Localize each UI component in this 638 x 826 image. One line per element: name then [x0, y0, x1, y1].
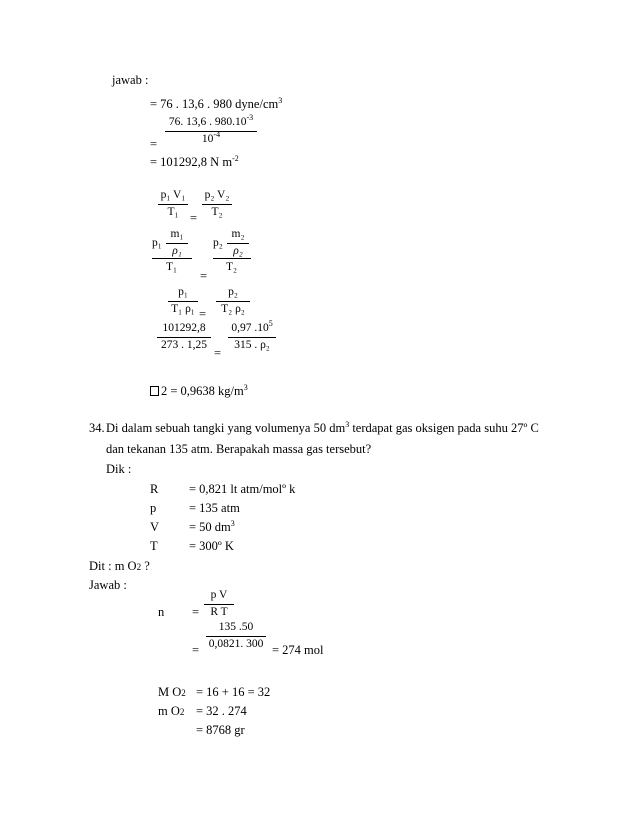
fraction-bar: [152, 258, 192, 259]
jawab-label-2: Jawab :: [89, 578, 127, 592]
molar-mass-label: M O2: [158, 685, 186, 699]
p2-symbol: p₂: [213, 237, 223, 249]
fraction-bar: [213, 258, 251, 259]
problem-number: 34.: [89, 421, 105, 435]
density-result: 2 = 0,9638 $kg/m^3$: [150, 385, 248, 398]
pressure-line: = 76 . 13,6 . 980 dyne/$cm^3$: [150, 95, 283, 111]
dik-label: Dik :: [106, 462, 132, 476]
gas-law-right: p₂ V₂ T₂: [202, 190, 232, 218]
problem-text-line2: dan tekanan 135 atm. Berapakah massa gas tersebut?: [106, 442, 372, 456]
pressure-result: = 101292,8 N $m^{-2}$: [150, 153, 239, 169]
t2-symbol: T₂: [226, 261, 238, 273]
m1-over-rho1: m₁ ρ₁: [166, 229, 188, 257]
p1-symbol: p₁: [152, 237, 162, 249]
p1-over-t1rho1: p₁ T₁ ρ₁: [168, 287, 198, 315]
gas-law-left: p₁ V₁ T₁: [158, 190, 188, 218]
equals-sign: =: [192, 605, 200, 619]
given-r-value: = 0,821 lt atm/molº k: [189, 482, 296, 496]
given-v-symbol: V: [150, 520, 160, 534]
given-t-symbol: T: [150, 539, 158, 553]
pv-over-rt: p V R T: [204, 590, 234, 618]
mass-final: = 8768 gr: [196, 723, 245, 737]
m2-over-rho2: m₂ ρ₂: [227, 229, 249, 257]
mass-label: m O2: [158, 704, 185, 718]
n-result: = 274 mol: [272, 643, 324, 657]
equals-sign: =: [214, 346, 222, 360]
numeric-left-fraction: 101292,8 273 . 1,25: [157, 323, 211, 351]
given-p-value: = 135 atm: [189, 501, 240, 515]
mass-calc: = 32 . 274: [196, 704, 247, 718]
t1-symbol: T₁: [166, 261, 178, 273]
jawab-label: jawab :: [112, 73, 149, 87]
numeric-right-fraction: 0,97 $.10^5$ 315 . ρ₂: [228, 323, 276, 351]
equals-sign: =: [150, 137, 158, 151]
missing-glyph-box: [150, 386, 159, 396]
n-symbol: n: [158, 605, 165, 619]
equals-sign: =: [200, 269, 208, 283]
numeric-n-fraction: 135 .50 0,0821. 300: [206, 622, 266, 650]
given-p-symbol: p: [150, 501, 157, 515]
given-t-value: = 300º K: [189, 539, 234, 553]
dit-label: Dit : m O2 ?: [89, 559, 150, 573]
given-r-symbol: R: [150, 482, 159, 496]
molar-mass-value: = 16 + 16 = 32: [196, 685, 271, 699]
equals-sign: =: [199, 307, 207, 321]
problem-text-line1: Di dalam sebuah tangki yang volumenya 50 $dm^3$ terdapat gas oksigen pada suhu 27º C: [106, 419, 539, 435]
p2-over-t2rho2: p₂ T₂ ρ₂: [216, 287, 250, 315]
pressure-fraction: 76. 13,6 . $980.10^{-3}$ $10^{-4}$: [165, 117, 257, 145]
equals-sign: =: [190, 211, 198, 225]
equals-sign: =: [192, 643, 200, 657]
given-v-value: = 50 $dm^3$: [189, 518, 235, 534]
